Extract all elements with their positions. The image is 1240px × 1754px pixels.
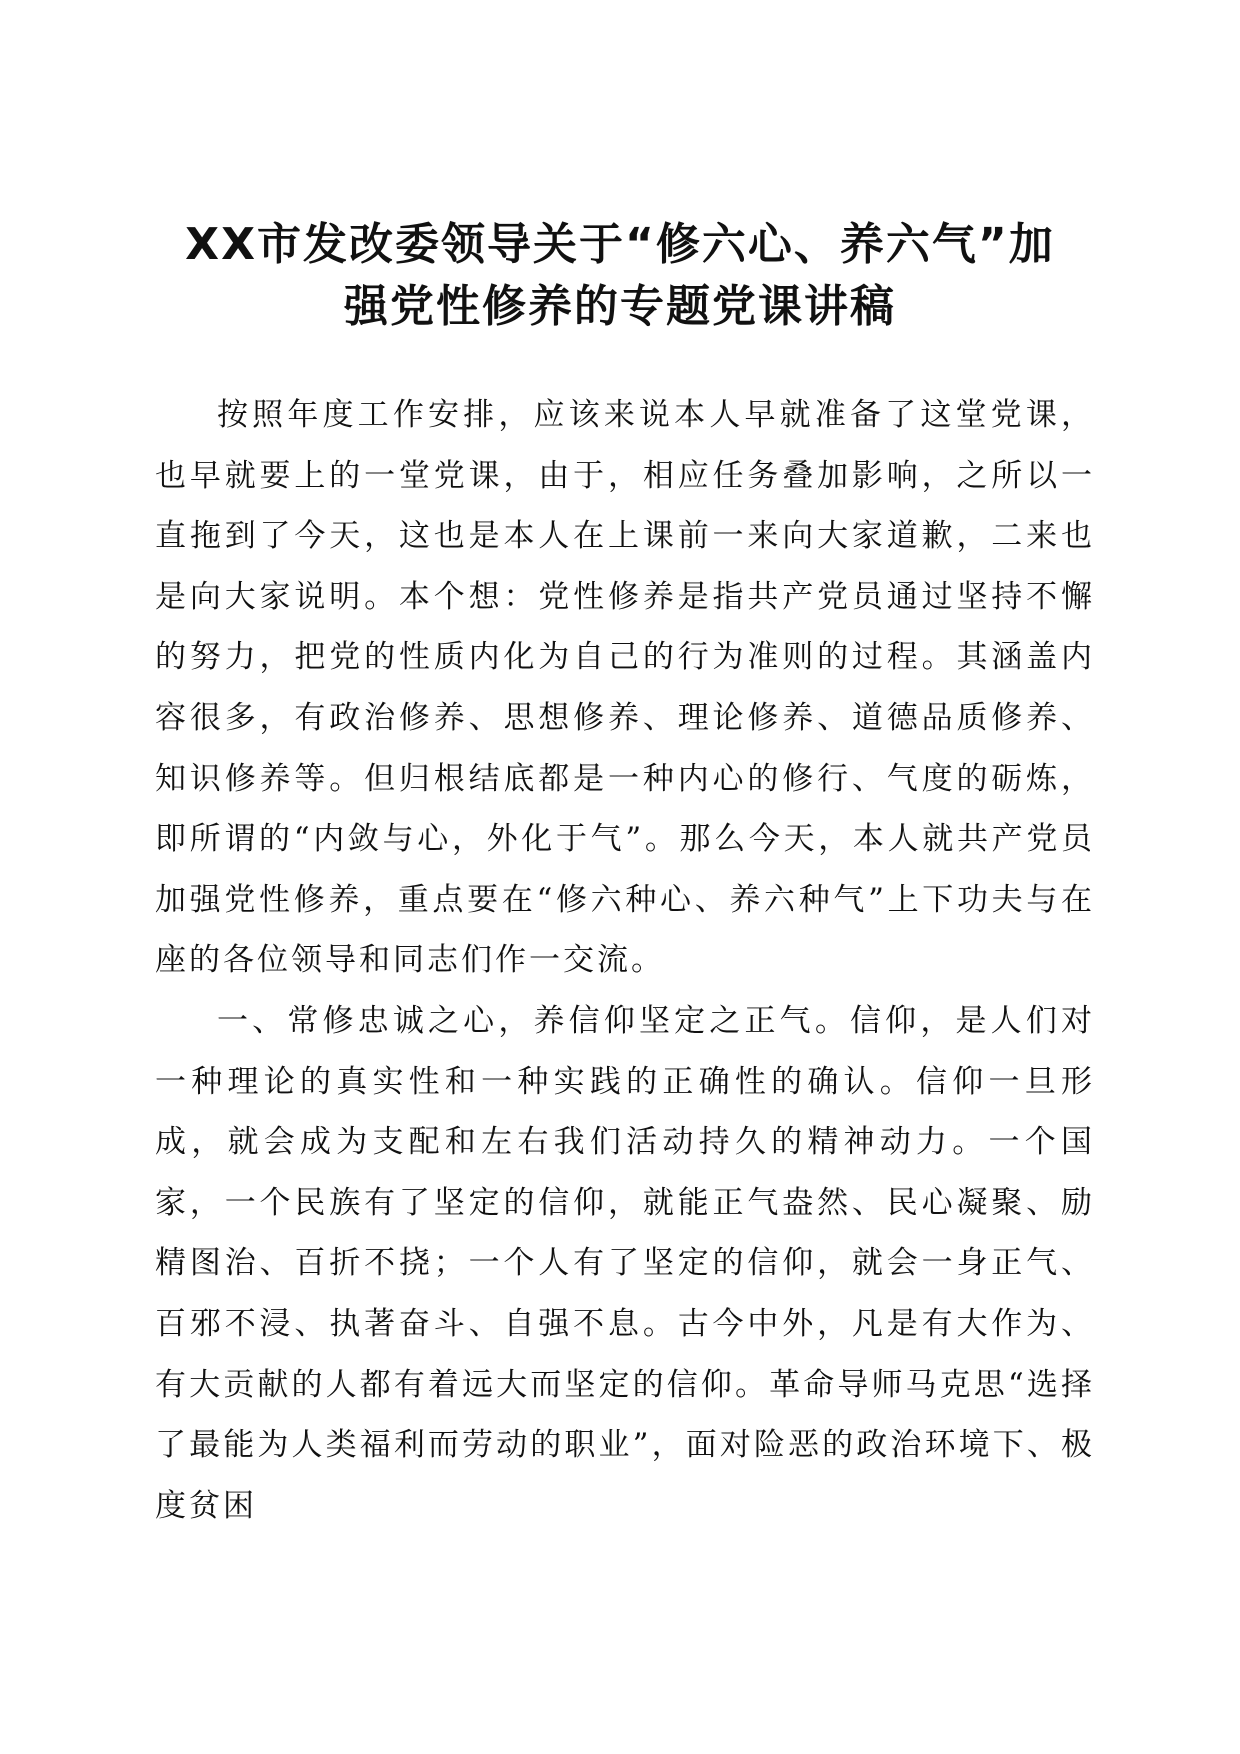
paragraph-section-1: 一、常修忠诚之心，养信仰坚定之正气。信仰，是人们对一种理论的真实性和一种实践的正确性的确认。信仰一旦形成，就会成为支配和左右我们活动持久的精神动力。一个国家，一个民族有了坚定的信仰，就能正气盎然、民心凝聚、励精图治、百折不挠；一个人有了坚定的信仰，就会一身正气、百邪不浸、执著奋斗、自强不息。古今中外，凡是有大作为、有大贡献的人都有着远大而坚定的信仰。革命导师马克思“选择了最能为人类福利而劳动的职业”，面对险恶的政治环境下、极度贫困 (155, 1002, 1095, 1524)
paragraph-intro: 按照年度工作安排，应该来说本人早就准备了这堂党课，也早就要上的一堂党课，由于，相应任务叠加影响，之所以一直拖到了今天，这也是本人在上课前一来向大家道歉，二来也是向大家说明。本个想：党性修养是指共产党员通过坚持不懈的努力，把党的性质内化为自己的行为准则的过程。其涵盖内容很多，有政治修养、思想修养、理论修养、道德品质修养、知识修养等。但归根结底都是一种内心的修行、气度的砺炼，即所谓的“内敛与心，外化于气”。那么今天，本人就共产党员加强党性修养，重点要在“修六种心、养六种气”上下功夫与在座的各位领导和同志们作一交流。 (155, 397, 1095, 979)
document-title (130, 214, 1110, 338)
document-body (155, 385, 1095, 1536)
title-line-2: 强党性修养的专题党课讲稿 (344, 281, 896, 332)
title-line-1: XX市发改委领导关于“修六心、养六气”加 (185, 219, 1055, 270)
